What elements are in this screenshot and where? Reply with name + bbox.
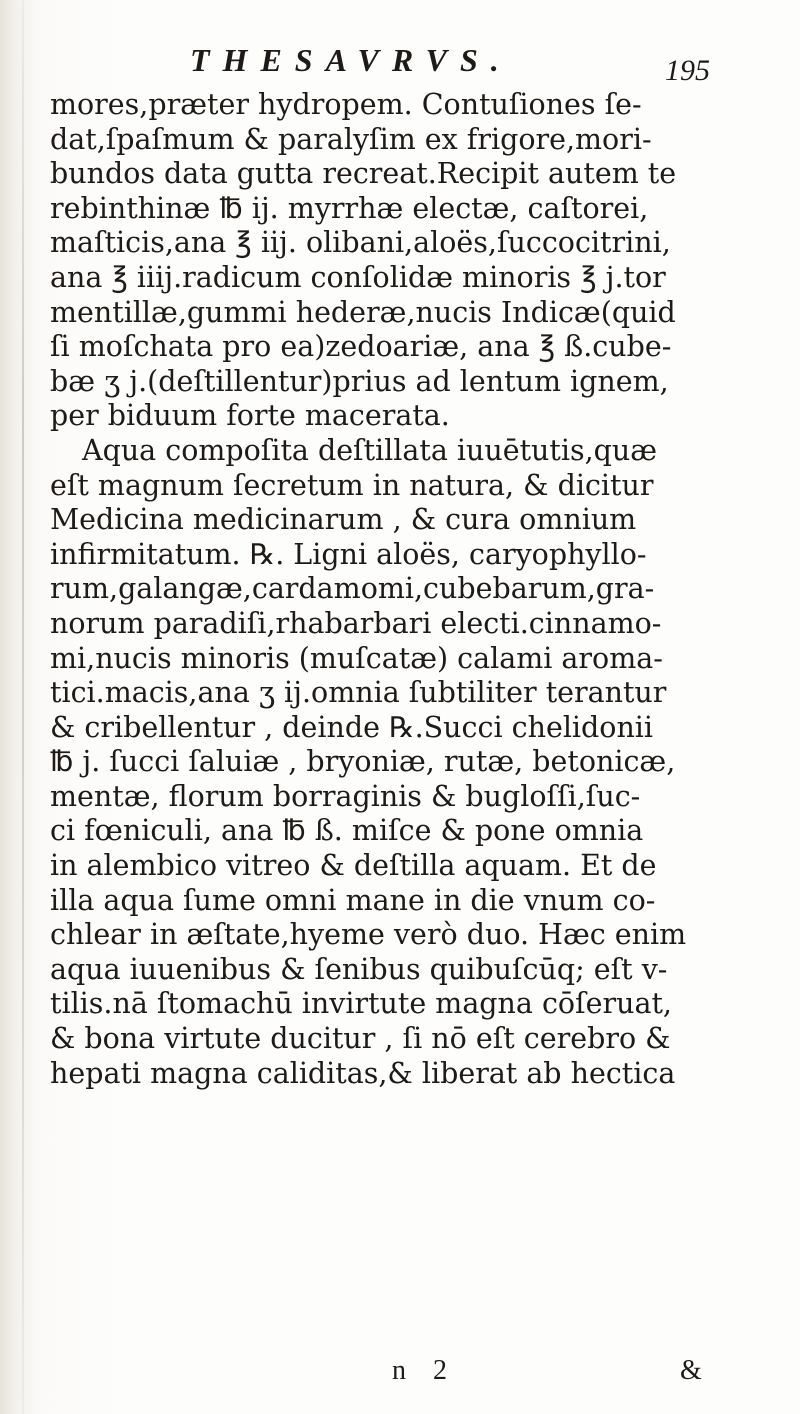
text-line: aqua iuuenibus & ſenibus quibuſcūq; eſt v- (50, 952, 668, 986)
text-line: mores,præter hydropem. Contuſiones ſe- (50, 88, 642, 121)
running-title: THESAVRVS. (190, 42, 512, 78)
text-line: in alembico vitreo & deſtilla aquam. Et de (50, 849, 657, 883)
text-line: chlear in æſtate,hyeme verò duo. Hæc enim (50, 918, 687, 952)
text-line: & cribellentur , deinde ℞.Succi chelidonii (50, 710, 654, 744)
text-line: illa aqua ſume omni mane in die vnum co- (50, 883, 656, 917)
text-line: rum,galangæ,cardamomi,cubebarum,gra- (50, 572, 655, 606)
text-line: infirmitatum. ℞. Ligni aloës, caryophyllo- (50, 537, 647, 571)
text-line: rebinthinæ ℔ ij. myrrhæ electæ, caſtorei, (50, 191, 649, 225)
text-line: & bona virtute ducitur , ſi nō eſt cerebro & (50, 1022, 671, 1056)
text-line: eſt magnum ſecretum in natura, & dicitur (50, 468, 654, 502)
text-line: ſi moſchata pro ea)zedoariæ, ana ℥ ß.cube- (50, 330, 672, 364)
text-line: bundos data gutta recreat.Recipit autem te (50, 157, 677, 191)
text-line: hepati magna caliditas,& liberat ab hectica (50, 1056, 676, 1090)
text-line: dat,ſpaſmum & paralyſim ex frigore,mori- (50, 122, 652, 156)
text-line: ℔ j. ſucci ſaluiæ , bryoniæ, rutæ, betonicæ, (50, 745, 676, 779)
text-line: ana ℥ iiij.radicum conſolidæ minoris ℥ j.tor (50, 260, 666, 294)
text-line: bæ ʒ j.(deſtillentur)prius ad lentum ignem, (50, 364, 669, 398)
text-line: norum paradiſi,rhabarbari electi.cinnamo- (50, 606, 662, 640)
page-footer (0, 1355, 800, 1399)
paragraph-first-line: Aqua compoſita deſtillata iuuētutis,quæ (82, 433, 658, 467)
text-line: mentillæ,gummi hederæ,nucis Indicæ(quid (50, 295, 676, 329)
text-line: mentæ, florum borraginis & bugloſſi,ſuc- (50, 779, 641, 813)
text-line: Medicina medicinarum , & cura omnium (50, 503, 637, 537)
text-line: tici.macis,ana ʒ ij.omnia ſubtiliter terantur (50, 676, 667, 710)
page-header (50, 36, 710, 86)
text-line: per biduum forte macerata. (50, 399, 450, 433)
text-line: mi,nucis minoris (muſcatæ) calami aroma- (50, 641, 663, 675)
page-number: 195 (665, 54, 710, 87)
gutter-shadow (22, 0, 24, 1414)
body-text (50, 88, 766, 1091)
text-line: ci fœniculi, ana ℔ ß. miſce & pone omnia (50, 814, 644, 848)
signature-mark: n 2 (392, 1355, 457, 1386)
text-line: maſticis,ana ℥ iij. olibani,aloës,ſuccocitrini, (50, 226, 671, 260)
catchword: & (680, 1355, 702, 1386)
text-line: tilis.nā ſtomachū invirtute magna cōſeruat, (50, 987, 672, 1021)
